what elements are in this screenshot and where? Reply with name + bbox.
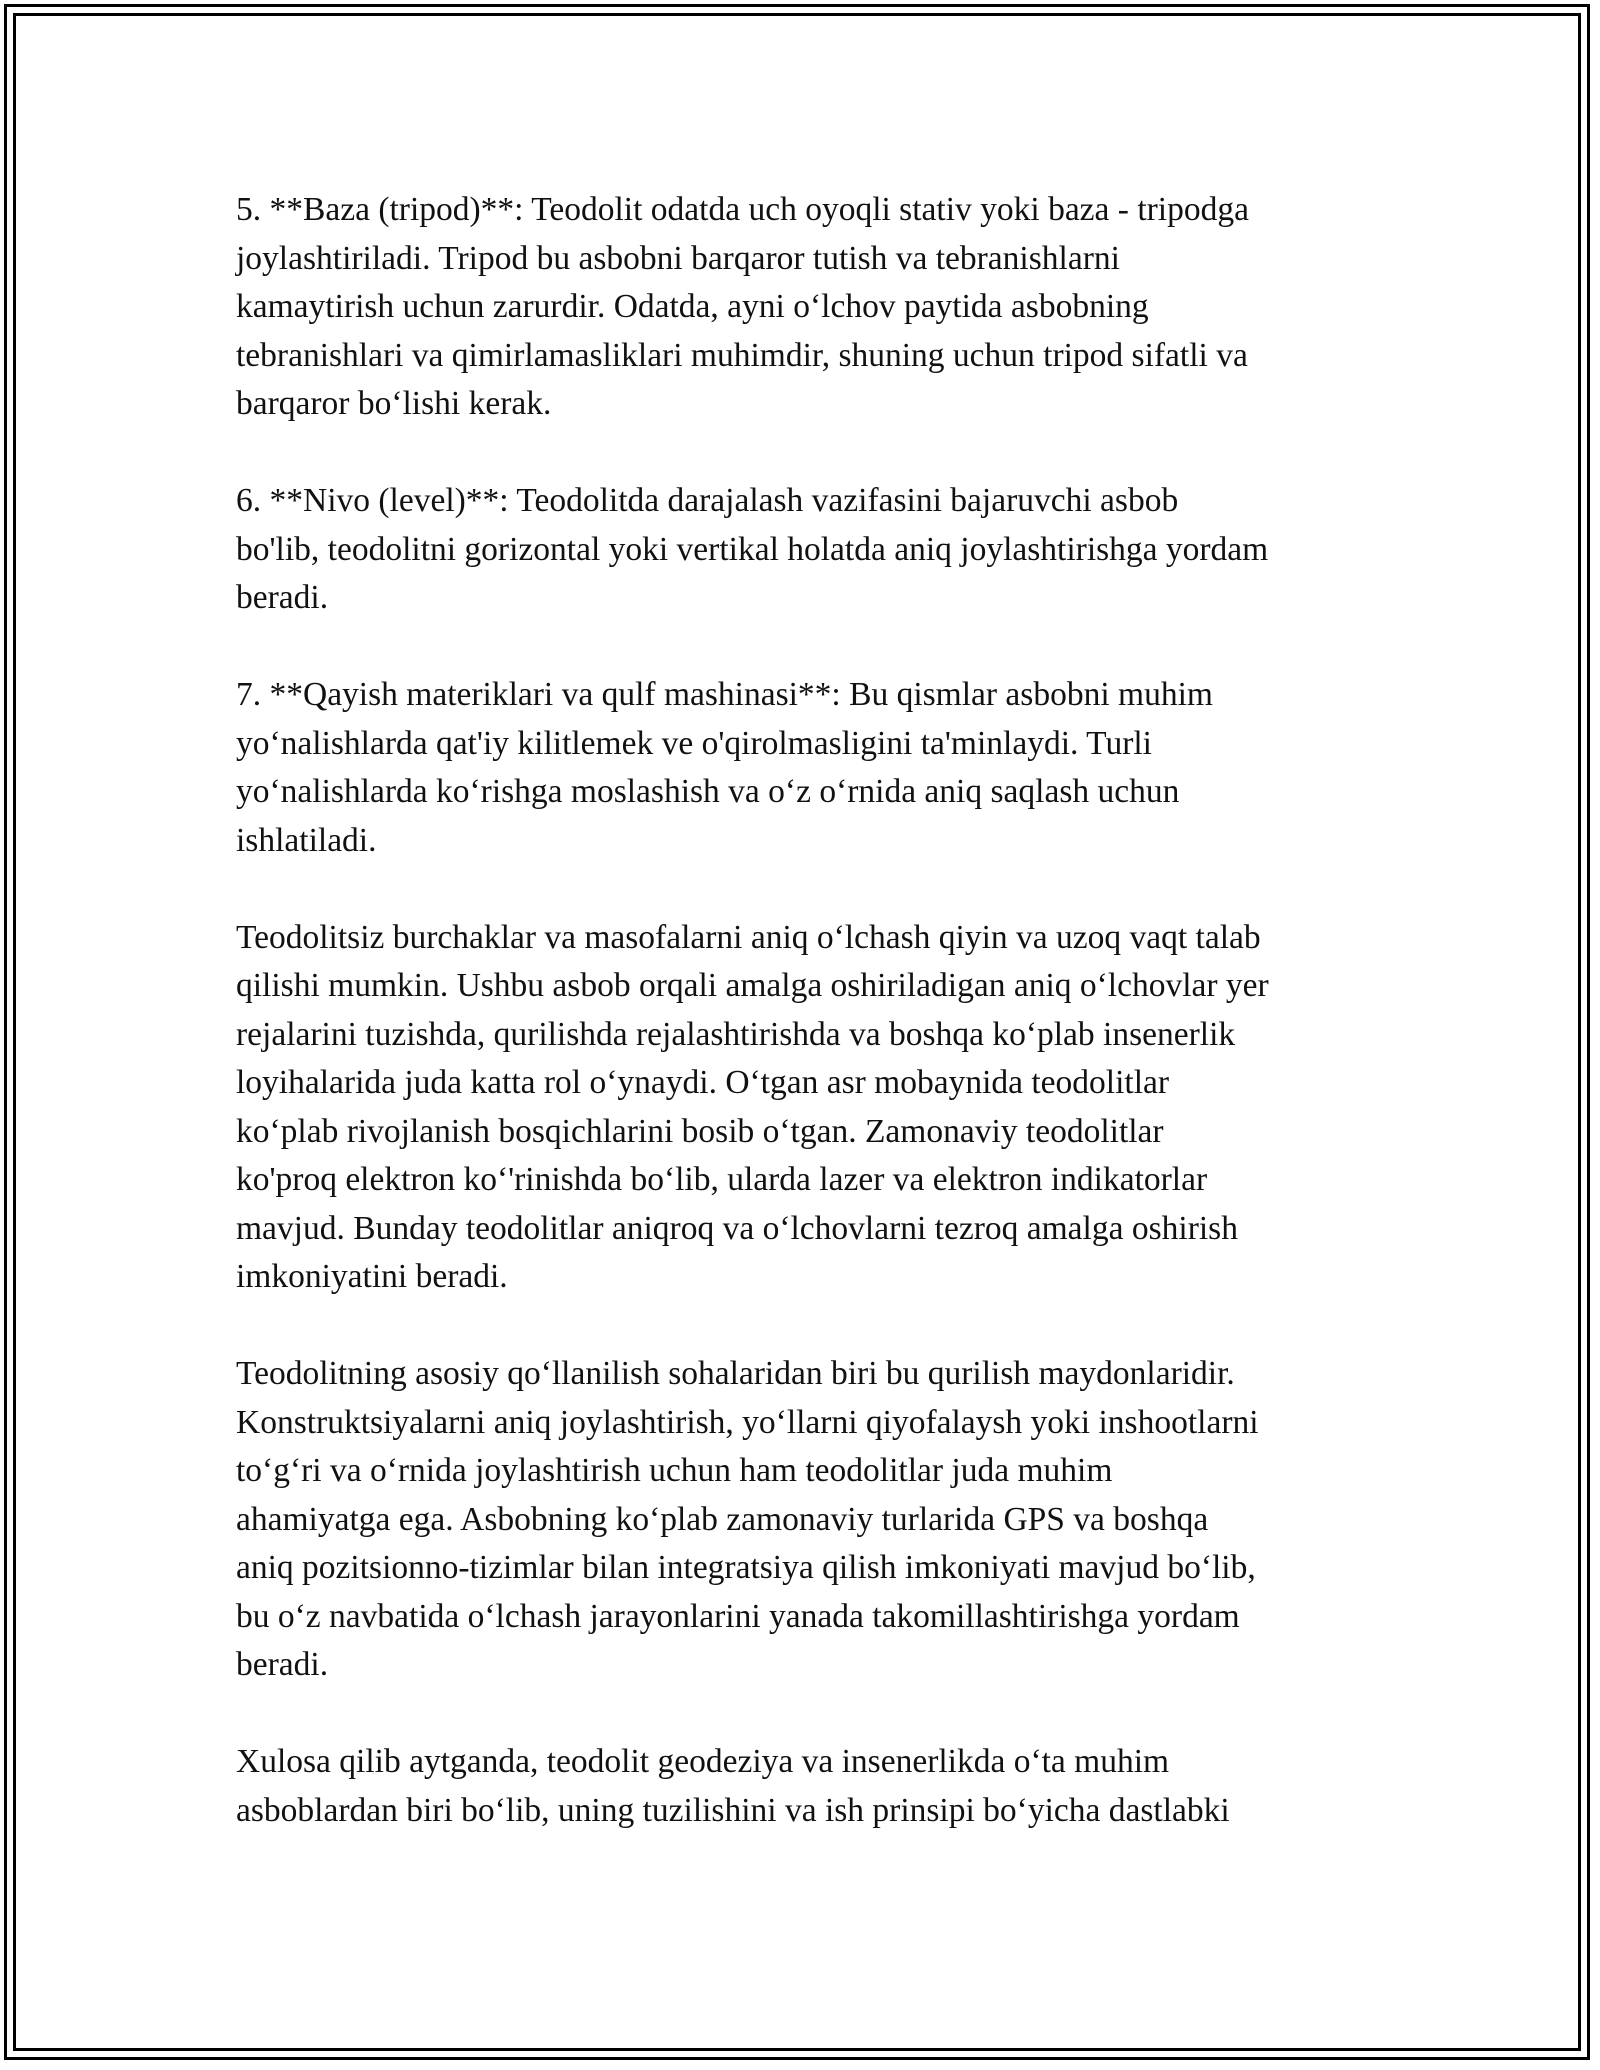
text-line: barqaror boʻlishi kerak. bbox=[236, 385, 552, 422]
paragraph-qayish-materiklari bbox=[236, 671, 1396, 865]
text-line: yoʻnalishlarda koʻrishga moslashish va oʻz oʻrnida aniq saqlash uchun bbox=[236, 773, 1180, 810]
text-line: toʻgʻri va oʻrnida joylashtirish uchun ham teodolitlar juda muhim bbox=[236, 1452, 1113, 1489]
text-line: qilishi mumkin. Ushbu asbob orqali amalga oshiriladigan aniq oʻlchovlar yer bbox=[236, 967, 1269, 1004]
text-line: joylashtiriladi. Tripod bu asbobni barqaror tutish va tebranishlarni bbox=[236, 239, 1120, 277]
text-line: imkoniyatini beradi. bbox=[236, 1258, 508, 1295]
paragraph-xulosa bbox=[236, 1738, 1396, 1835]
text-line: mavjud. Bunday teodolitlar aniqroq va oʻlchovlarni tezroq amalga oshirish bbox=[236, 1209, 1238, 1247]
text-line: loyihalarida juda katta rol oʻynaydi. Oʻtgan asr mobaynida teodolitlar bbox=[236, 1064, 1170, 1101]
text-line: rejalarini tuzishda, qurilishda rejalashtirishda va boshqa koʻplab insenerlik bbox=[236, 1015, 1236, 1053]
text-line: 6. **Nivo (level)**: Teodolitda darajalash vazifasini bajaruvchi asbob bbox=[236, 482, 1179, 519]
document-body bbox=[236, 186, 1396, 1884]
text-line: Konstruktsiyalarni aniq joylashtirish, yoʻllarni qiyofalaysh yoki inshootlarni bbox=[236, 1403, 1259, 1441]
text-line: koʻplab rivojlanish bosqichlarini bosib oʻtgan. Zamonaviy teodolitlar bbox=[236, 1112, 1164, 1150]
text-line: beradi. bbox=[236, 579, 329, 616]
text-line: asboblardan biri boʻlib, uning tuzilishini va ish prinsipi boʻyicha dastlabki bbox=[236, 1791, 1230, 1829]
text-line: tebranishlari va qimirlamasliklari muhimdir, shuning uchun tripod sifatli va bbox=[236, 336, 1248, 374]
text-line: ahamiyatga ega. Asbobning koʻplab zamonaviy turlarida GPS va boshqa bbox=[236, 1500, 1209, 1538]
text-line: 7. **Qayish materiklari va qulf mashinasi**: Bu qismlar asbobni muhim bbox=[236, 676, 1213, 713]
paragraph-baza-tripod bbox=[236, 186, 1396, 429]
paragraph-qollanilish bbox=[236, 1350, 1396, 1690]
text-line: ishlatiladi. bbox=[236, 821, 377, 859]
text-line: ko'proq elektron koʻ'rinishda boʻlib, ularda lazer va elektron indikatorlar bbox=[236, 1161, 1208, 1198]
text-line: Xulosa qilib aytganda, teodolit geodeziya va insenerlikda oʻta muhim bbox=[236, 1743, 1170, 1780]
text-line: 5. **Baza (tripod)**: Teodolit odatda uch oyoqli stativ yoki baza - tripodga bbox=[236, 191, 1249, 228]
text-line: aniq pozitsionno-tizimlar bilan integratsiya qilish imkoniyati mavjud boʻlib, bbox=[236, 1549, 1256, 1586]
text-line: Teodolitning asosiy qoʻllanilish sohalaridan biri bu qurilish maydonlaridir. bbox=[236, 1355, 1235, 1392]
text-line: bo'lib, teodolitni gorizontal yoki vertikal holatda aniq joylashtirishga yordam bbox=[236, 530, 1269, 568]
text-line: Teodolitsiz burchaklar va masofalarni aniq oʻlchash qiyin va uzoq vaqt talab bbox=[236, 918, 1261, 956]
text-line: yoʻnalishlarda qat'iy kilitlemek ve o'qirolmasligini ta'minlaydi. Turli bbox=[236, 724, 1152, 762]
paragraph-nivo-level bbox=[236, 477, 1396, 623]
text-line: bu oʻz navbatida oʻlchash jarayonlarini yanada takomillashtirishga yordam bbox=[236, 1597, 1240, 1635]
paragraph-teodolitsiz bbox=[236, 914, 1396, 1302]
text-line: beradi. bbox=[236, 1646, 329, 1683]
text-line: kamaytirish uchun zarurdir. Odatda, ayni oʻlchov paytida asbobning bbox=[236, 288, 1149, 325]
